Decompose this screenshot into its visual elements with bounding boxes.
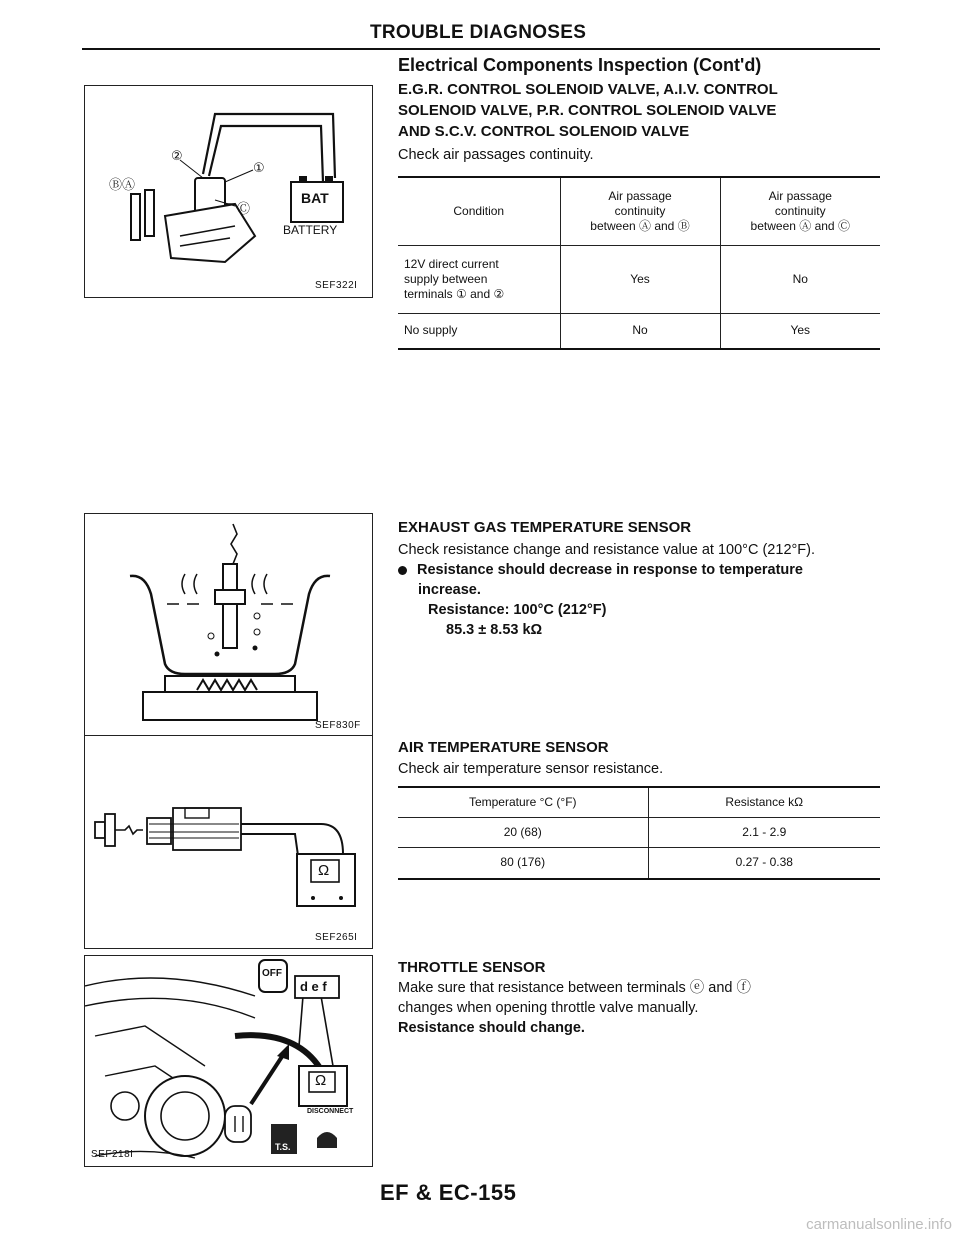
condition-cell: 12V direct current supply between terminals ① and ② (398, 245, 560, 313)
exhaust-heading: EXHAUST GAS TEMPERATURE SENSOR (398, 519, 692, 536)
exhaust-spec-value: 85.3 ± 8.53 kΩ (446, 622, 543, 638)
ab-cell: No (560, 313, 720, 349)
header-rule (82, 48, 880, 50)
throttle-instruction-2: changes when opening throttle valve manually. (398, 1000, 699, 1016)
callout-terminal-2: ② (171, 148, 183, 163)
watermark: carmanualsonline.info (806, 1216, 952, 1233)
table-row (398, 313, 880, 349)
resistance-cell: 2.1 - 2.9 (648, 817, 880, 847)
figure-code: SEF265I (315, 932, 358, 943)
table-header-row (398, 177, 880, 245)
figure-code: SEF218I (91, 1149, 134, 1160)
air-temp-table (398, 786, 880, 880)
throttle-sensor-illustration (85, 956, 372, 1166)
figure-exhaust-sensor-bath (84, 513, 373, 737)
figure-solenoid-battery (84, 85, 373, 298)
water-bath-illustration (85, 514, 372, 736)
throttle-heading: THROTTLE SENSOR (398, 959, 546, 976)
air-temp-sensor-illustration (85, 736, 372, 948)
throttle-instruction-1: Make sure that resistance between terminals ⓔ and ⓕ (398, 980, 751, 996)
header-resistance: Resistance kΩ (648, 787, 880, 817)
condition-cell: No supply (398, 313, 560, 349)
temp-cell: 80 (176) (398, 847, 648, 879)
sub-heading-line3: AND S.C.V. CONTROL SOLENOID VALVE (398, 123, 690, 140)
temp-cell: 20 (68) (398, 817, 648, 847)
egr-continuity-table (398, 176, 880, 350)
exhaust-bullet: Resistance should decrease in response to temperature (398, 560, 803, 580)
bullet-dot-icon (398, 566, 407, 575)
air-temp-heading: AIR TEMPERATURE SENSOR (398, 739, 609, 756)
key-off-label: OFF (262, 968, 282, 979)
table-row (398, 245, 880, 313)
figure-code: SEF830F (315, 720, 361, 731)
header-condition: Condition (398, 177, 560, 245)
ts-label: T.S. (275, 1142, 291, 1152)
ohm-symbol: Ω (315, 1072, 327, 1089)
sub-heading-line1: E.G.R. CONTROL SOLENOID VALVE, A.I.V. CONTROL (398, 81, 778, 98)
ac-cell: Yes (720, 313, 880, 349)
battery-label: BATTERY (283, 223, 338, 237)
sub-heading-line2: SOLENOID VALVE, P.R. CONTROL SOLENOID VALVE (398, 102, 777, 119)
header-passage-ac: Air passage continuity between Ⓐ and Ⓒ (720, 177, 880, 245)
egr-instruction: Check air passages continuity. (398, 147, 594, 163)
figure-air-temp-sensor (84, 735, 373, 949)
page-header-title: TROUBLE DIAGNOSES (370, 22, 587, 43)
throttle-result: Resistance should change. (398, 1020, 585, 1036)
terminal-labels: d e f (300, 979, 327, 994)
exhaust-spec-label: Resistance: 100°C (212°F) (428, 602, 607, 618)
callout-terminal-1: ① (253, 160, 265, 175)
ac-cell: No (720, 245, 880, 313)
resistance-cell: 0.27 - 0.38 (648, 847, 880, 879)
ab-cell: Yes (560, 245, 720, 313)
section-heading-electrical: Electrical Components Inspection (Cont'd) (398, 55, 762, 75)
disconnect-label: DISCONNECT (307, 1108, 354, 1115)
table-header-row (398, 787, 880, 817)
table-row (398, 817, 880, 847)
header-temperature: Temperature °C (°F) (398, 787, 648, 817)
header-passage-ab: Air passage continuity between Ⓐ and Ⓑ (560, 177, 720, 245)
callout-ports-ba: ⒷⒶ (109, 177, 136, 192)
figure-throttle-sensor (84, 955, 373, 1167)
table-row (398, 847, 880, 879)
figure-code: SEF322I (315, 280, 358, 291)
callout-port-c: Ⓒ (237, 201, 251, 216)
page-number: EF & EC-155 (380, 1180, 517, 1205)
air-temp-instruction: Check air temperature sensor resistance. (398, 761, 664, 777)
bat-label: BAT (301, 190, 329, 206)
exhaust-bullet-cont: increase. (418, 582, 481, 598)
ohm-symbol: Ω (318, 862, 330, 879)
exhaust-instruction: Check resistance change and resistance value at 100°C (212°F). (398, 542, 816, 558)
